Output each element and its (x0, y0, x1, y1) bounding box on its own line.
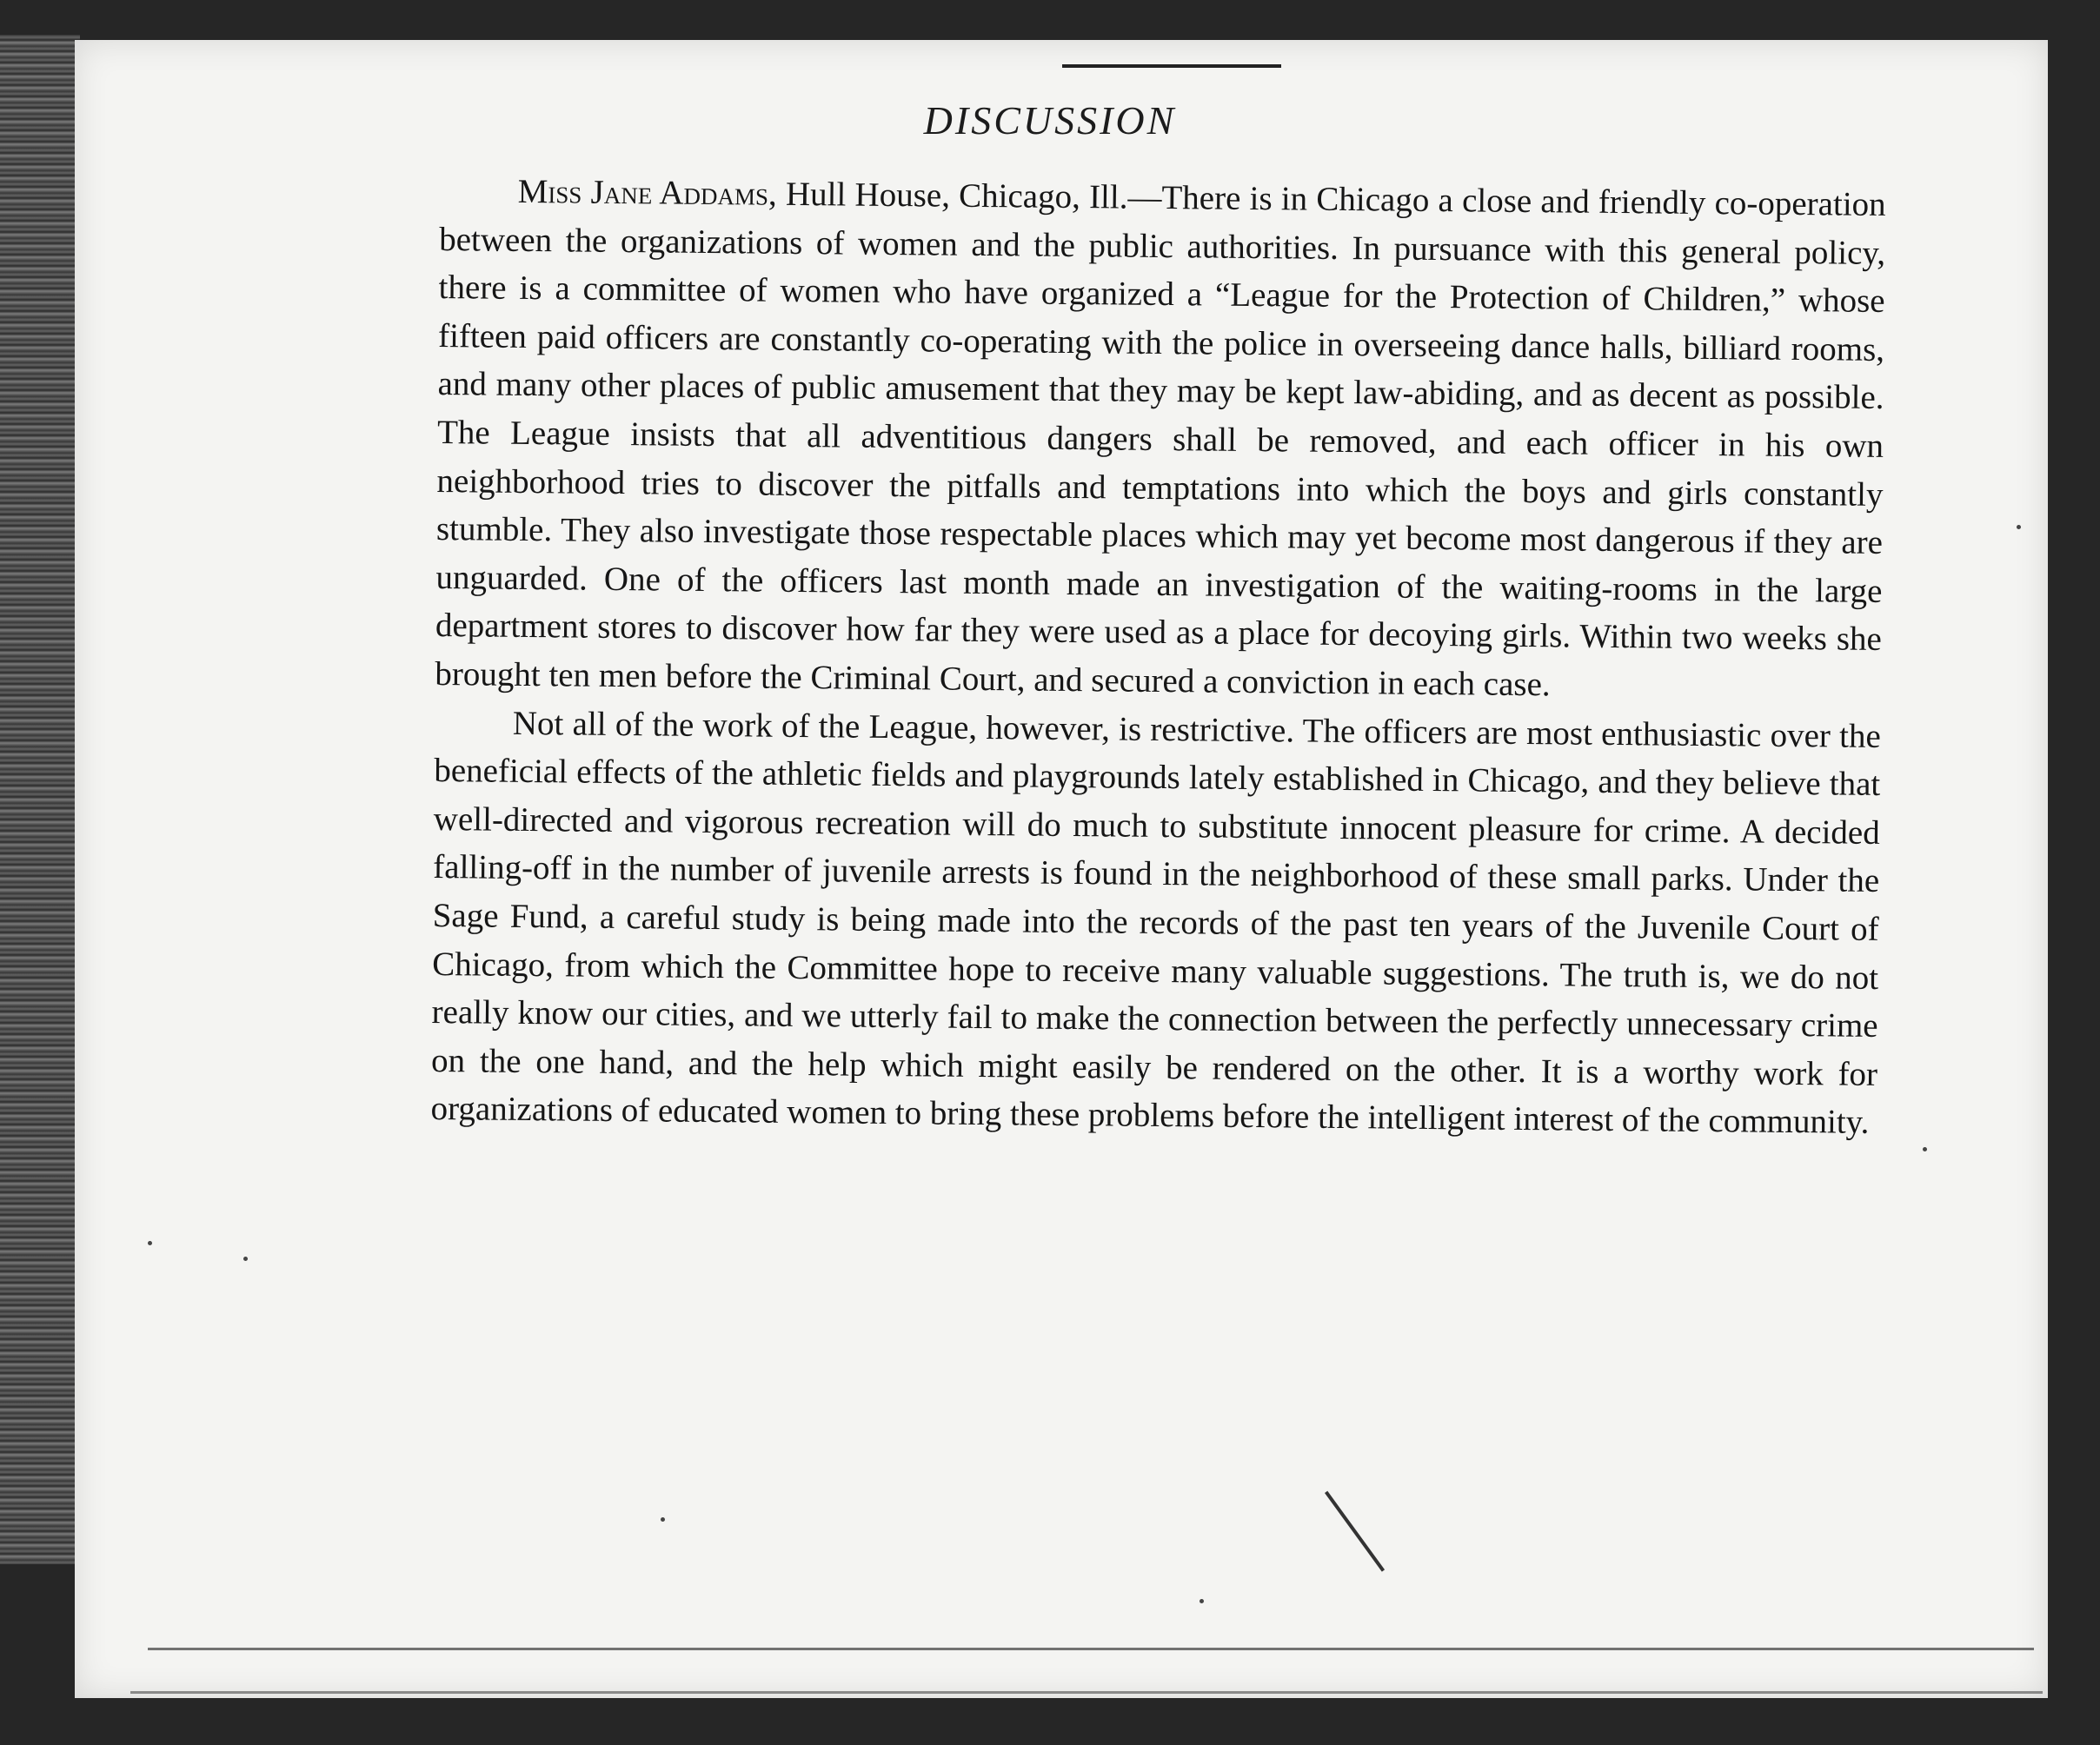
scan-speck (2017, 525, 2021, 529)
section-heading: DISCUSSION (923, 98, 1177, 143)
speaker-name-rest: iss Jane Addams (548, 173, 769, 213)
paragraph-1 (435, 167, 1886, 712)
paragraph-2: Not all of the work of the League, however, is restrictive. The officers are most enthusiastic over the beneficial effects of the athletic fields and playgrounds lately established in Chicago, and they believe that well-directed and vigorous recreation will do much to substitute innocent pleasure for crime. A decided falling-off in the number of juvenile arrests is found in the neighborhood of these small parks. Under the Sage Fund, a careful study is being made into the records of the past ten years of the Juvenile Court of Chicago, from which the Committee hope to receive many valuable suggestions. The truth is, we do not really know our cities, and we utterly fail to make the connection between the perfectly unnecessary crime on the one hand, and the help which might easily be rendered on the other. It is a worthy work for organizations of educated women to bring these problems before the intelligent interest of the community. (430, 704, 1881, 1142)
body-text (430, 167, 1886, 1147)
top-rule (1062, 64, 1281, 68)
speaker-name (518, 173, 769, 213)
book-binding-edge (0, 35, 80, 1564)
speaker-affiliation: , Hull House, Chicago, Ill.— (768, 175, 1162, 216)
scan-speck (148, 1241, 152, 1245)
speaker-initial: M (517, 172, 548, 211)
bottom-rule-lower (130, 1691, 2043, 1694)
scan-speck (243, 1257, 248, 1261)
scan-speck (661, 1517, 665, 1522)
scan-speck (1923, 1147, 1927, 1151)
paragraph-1-text: There is in Chicago a close and friendly co-operation between the organizations of women and the public authorities. In pursuance with this general policy, there is a committee of women who have organized a “League for the Protection of Children,” whose fifteen paid officers are constantly co-operating with the police in overseeing dance halls, billiard rooms, and many other places of public amusement that they may be kept law-abiding, and as decent as possible. The League insists that all adventitious dangers shall be removed, and each officer in his own neighborhood tries to discover the pitfalls and temptations into which the boys and girls constantly stumble. They also investigate those respectable places which may yet become most dangerous if they are unguarded. One of the officers last month made an investigation of the waiting-rooms in the large department stores to discover how far they were used as a place for decoying girls. Within two weeks she brought ten men before the Criminal Court, and secured a conviction in each case. (435, 178, 1886, 704)
bottom-rule (148, 1648, 2034, 1650)
scan-speck (1200, 1599, 1204, 1603)
